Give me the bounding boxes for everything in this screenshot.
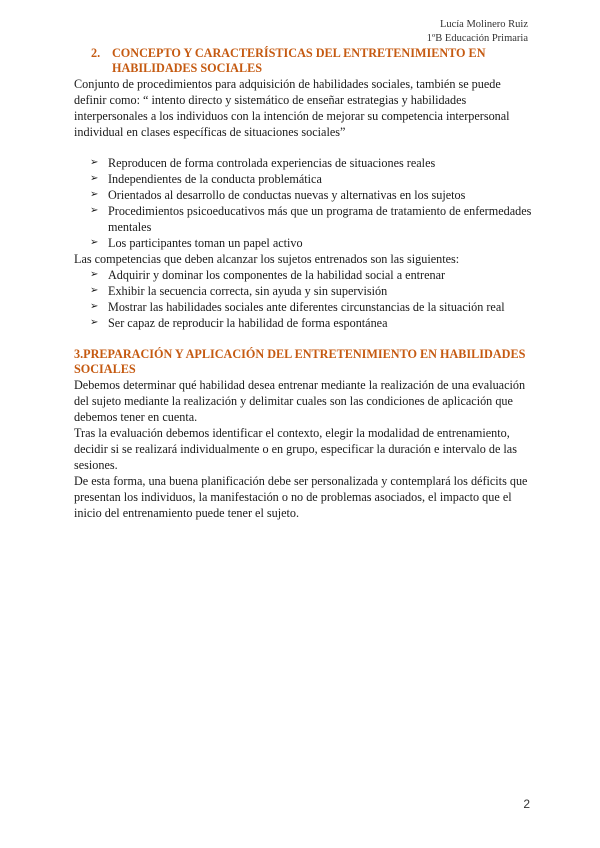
characteristics-list (74, 155, 534, 251)
section-3-paragraph: De esta forma, una buena planificación debe ser personalizada y contemplará los déficits que presentan los individuos, la manifestación o no de problemas asociados, el impacto que el inicio del entrenamiento puede tener el sujeto. (74, 474, 528, 520)
list-item: ➢ Ser capaz de reproducir la habilidad de forma espontánea (90, 316, 388, 330)
competencias-intro: Las competencias que deben alcanzar los sujetos entrenados son las siguientes: (74, 252, 460, 266)
arrow-bullet-icon: ➢ (90, 157, 99, 168)
arrow-bullet-icon: ➢ (90, 285, 99, 296)
arrow-bullet-icon: ➢ (90, 173, 99, 184)
section-3-paragraph: Tras la evaluación debemos identificar el contexto, elegir la modalidad de entrenamiento, decidir si se realizará individualmente o en grupo, especificar la duración e intervalo de las sesiones. (74, 426, 517, 472)
arrow-bullet-icon: ➢ (90, 237, 99, 248)
competencias-list (74, 267, 534, 331)
list-item: ➢ Independientes de la conducta problemática (90, 172, 322, 186)
page-header (427, 18, 528, 46)
list-item: ➢ Exhibir la secuencia correcta, sin ayuda y sin supervisión (90, 284, 388, 298)
list-item: ➢ Mostrar las habilidades sociales ante diferentes circunstancias de la situación real (90, 300, 505, 314)
arrow-bullet-icon: ➢ (90, 189, 99, 200)
list-item: ➢ Procedimientos psicoeducativos más que un programa de tratamiento de enfermedades mentales (90, 204, 532, 234)
list-item: ➢ Adquirir y dominar los componentes de la habilidad social a entrenar (90, 268, 446, 282)
list-item: ➢ Reproducen de forma controlada experiencias de situaciones reales (90, 156, 436, 170)
arrow-bullet-icon: ➢ (90, 301, 99, 312)
list-item: ➢ Orientados al desarrollo de conductas nuevas y alternativas en los sujetos (90, 188, 466, 202)
document-body (74, 46, 534, 521)
arrow-bullet-icon: ➢ (90, 317, 99, 328)
section-2-title: CONCEPTO Y CARACTERÍSTICAS DEL ENTRETENIMIENTO EN HABILIDADES SOCIALES (112, 46, 486, 75)
list-item: ➢ Los participantes toman un papel activo (90, 236, 303, 250)
section-3-heading: 3.PREPARACIÓN Y APLICACIÓN DEL ENTRETENIMIENTO EN HABILIDADES SOCIALES (74, 347, 526, 376)
page-number: 2 (523, 797, 530, 811)
author-name: Lucía Molinero Ruiz (439, 19, 528, 30)
course-name: 1ºB Educación Primaria (426, 33, 528, 44)
arrow-bullet-icon: ➢ (90, 269, 99, 280)
section-2-heading (91, 46, 534, 76)
section-3-paragraph: Debemos determinar qué habilidad desea entrenar mediante la realización de una evaluación del sujeto mediante la realización y delimitar cuales son las condiciones de aplicación que debemos tener en cuenta. (74, 378, 526, 424)
section-2-number: 2. (91, 46, 101, 60)
arrow-bullet-icon: ➢ (90, 205, 99, 216)
section-2-intro: Conjunto de procedimientos para adquisición de habilidades sociales, también se puede definir como: “ intento directo y sistemático de enseñar estrategias y habilidades interpersonales a los individuos con la intención de mejorar su competencia interpersonal individual en clases específicas de situaciones sociales” (74, 77, 510, 139)
